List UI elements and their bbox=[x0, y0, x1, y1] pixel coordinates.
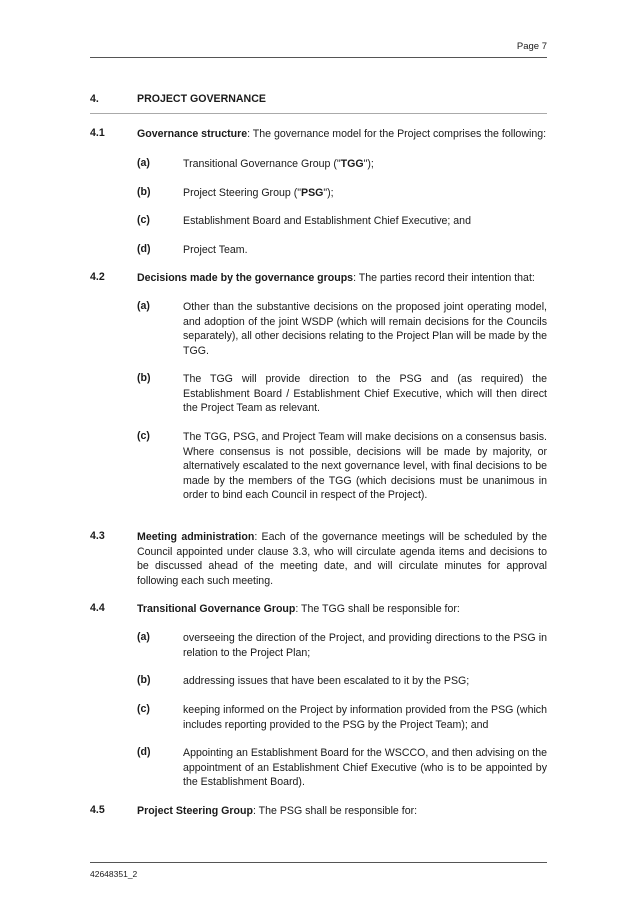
footer-rule bbox=[90, 862, 547, 863]
item-label: (b) bbox=[137, 372, 151, 384]
clause-4-4 bbox=[137, 602, 547, 617]
item-text: Other than the substantive decisions on the proposed joint operating model, and adoption of the joint WSDP (which will remain decisions for the Councils separately), all other decisions relating to the Project Plan will be made by the TGG. bbox=[183, 301, 547, 357]
clause-number: 4.2 bbox=[90, 271, 105, 283]
item-text: Appointing an Establishment Board for the WSCCO, and then advising on the appointment of an Establishment Chief Executive (who is to be appointed by the Establishment Board). bbox=[183, 747, 547, 789]
item-label: (d) bbox=[137, 243, 151, 255]
item-text: Establishment Board and Establishment Chief Executive; and bbox=[183, 215, 471, 227]
clause-4-5 bbox=[137, 804, 547, 819]
item-label: (c) bbox=[137, 703, 150, 715]
clause-text: : Each of the governance meetings will be scheduled by the Council appointed under clause 3.3, who will circulate agenda items and decisions to be discussed ahead of the meeting date, and will circulate minutes for approval following each such meeting. bbox=[137, 531, 547, 587]
header-rule bbox=[90, 57, 547, 58]
clause-heading: Meeting administration bbox=[137, 531, 255, 543]
item-label: (b) bbox=[137, 674, 151, 686]
clause-4-2 bbox=[137, 271, 547, 286]
item-label: (b) bbox=[137, 186, 151, 198]
clause-heading: Transitional Governance Group bbox=[137, 603, 296, 615]
clause-number: 4.5 bbox=[90, 804, 105, 816]
clause-text: : The PSG shall be responsible for: bbox=[252, 805, 418, 817]
section-title: PROJECT GOVERNANCE bbox=[137, 93, 266, 105]
clause-4-3 bbox=[137, 530, 547, 588]
item-text: addressing issues that have been escalated to it by the PSG; bbox=[183, 675, 470, 687]
item-text: Project Steering Group ("PSG"); bbox=[183, 187, 334, 199]
item-text: Project Team. bbox=[183, 244, 248, 256]
section-number: 4. bbox=[90, 93, 99, 105]
item-label: (a) bbox=[137, 157, 150, 169]
clause-text: : The governance model for the Project comprises the following: bbox=[247, 128, 547, 140]
section-rule bbox=[90, 113, 547, 114]
item-text: keeping informed on the Project by information provided from the PSG (which includes reporting provided to the PSG by the Project Team); and bbox=[183, 704, 547, 731]
clause-text: : The parties record their intention that: bbox=[353, 272, 535, 284]
item-text: The TGG will provide direction to the PSG and (as required) the Establishment Board / Establishment Chief Executive, which will then direct the Project Team as relevant. bbox=[183, 373, 547, 415]
item-label: (c) bbox=[137, 430, 150, 442]
clause-heading: Governance structure bbox=[137, 128, 248, 140]
item-text: Transitional Governance Group ("TGG"); bbox=[183, 158, 374, 170]
clause-number: 4.3 bbox=[90, 530, 105, 542]
item-text: overseeing the direction of the Project, and providing directions to the PSG in relation to the Project Plan; bbox=[183, 632, 547, 659]
clause-heading: Decisions made by the governance groups bbox=[137, 272, 354, 284]
clause-number: 4.1 bbox=[90, 127, 105, 139]
clause-number: 4.4 bbox=[90, 602, 105, 614]
clause-heading: Project Steering Group bbox=[137, 805, 253, 817]
item-label: (d) bbox=[137, 746, 151, 758]
document-id: 42648351_2 bbox=[90, 869, 138, 879]
page-number: Page 7 bbox=[516, 41, 547, 52]
clause-text: : The TGG shall be responsible for: bbox=[295, 603, 460, 615]
item-label: (a) bbox=[137, 300, 150, 312]
item-label: (c) bbox=[137, 214, 150, 226]
item-text: The TGG, PSG, and Project Team will make decisions on a consensus basis. Where consensus is not possible, decisions will be made by majority, or alternatively escalated to the next governance level, with final decisions to be made by the members of the TGG (which decisions must be unanimous in order to bind each Council in respect of the Project). bbox=[183, 431, 547, 502]
item-label: (a) bbox=[137, 631, 150, 643]
clause-4-1 bbox=[137, 127, 547, 142]
